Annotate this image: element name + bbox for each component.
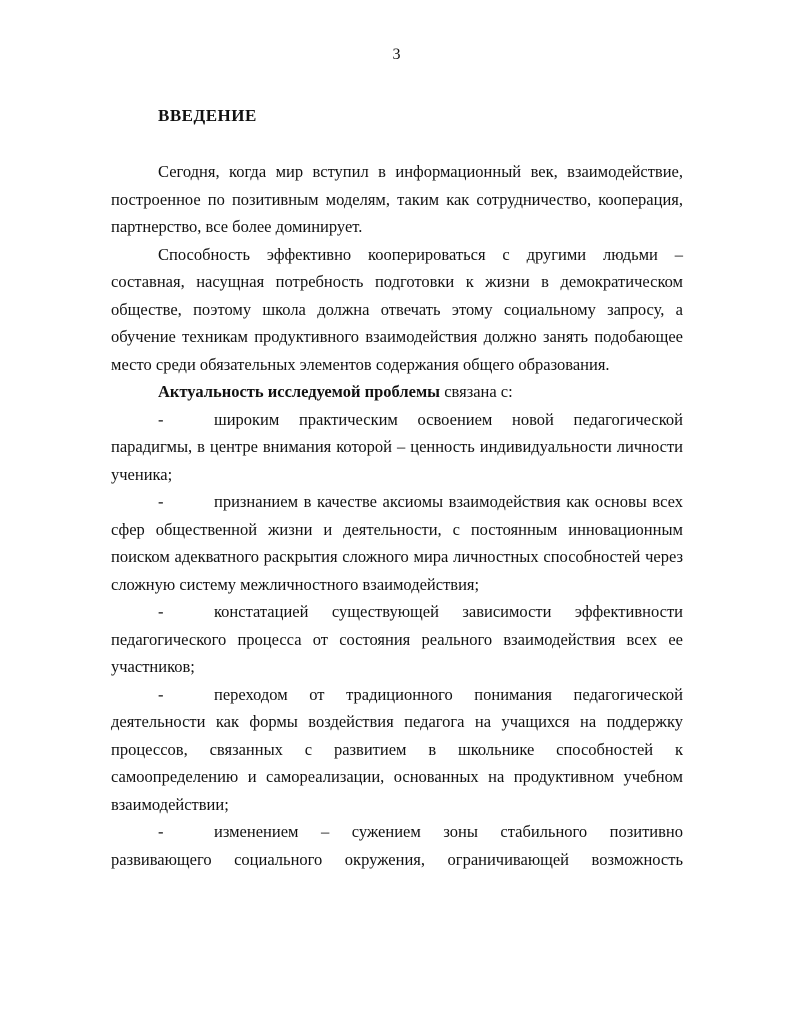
paragraph-intro: Сегодня, когда мир вступил в информационный век, взаимодействие, построенное по позитивным моделям, таким как сотрудничество, кооперация, партнерство, все более доминирует. (111, 162, 683, 236)
list-item (111, 406, 683, 489)
list-item-text: переходом от традиционного понимания педагогической деятельности как формы воздействия педагога на учащихся на поддержку процессов, связанных с развитием в школьнике способностей к самоопределению и самореализации, основанных на продуктивном учебном взаимодействии; (111, 684, 683, 814)
list-item (111, 488, 683, 598)
list-item-text: широким практическим освоением новой педагогической парадигмы, в центре внимания которой – ценность индивидуальности личности ученика; (111, 409, 683, 484)
list-dash: - (158, 492, 164, 511)
section-heading: ВВЕДЕНИЕ (158, 106, 257, 125)
relevance-label: Актуальность исследуемой проблемы (158, 382, 441, 401)
document-body (111, 158, 683, 873)
list-item (111, 681, 683, 819)
paragraph-relevance (111, 378, 683, 406)
paragraph-cooperation: Способность эффективно кооперироваться с другими людьми – составная, насущная потребность подготовки к жизни в демократическом обществе, поэтому школа должна отвечать этому социальному запросу, а обучение техникам продуктивного взаимодействия должно занять подобающее место среди обязательных элементов содержания общего образования. (111, 244, 683, 374)
list-item (111, 818, 683, 873)
list-dash: - (158, 684, 164, 704)
list-dash: - (158, 409, 164, 429)
list-dash: - (158, 822, 164, 841)
list-item (111, 598, 683, 681)
list-item-text: изменением – сужением зоны стабильного позитивно развивающего социального окружения, ограничивающей возможность (111, 822, 683, 869)
page-number: 3 (392, 46, 401, 63)
relevance-text: связана с: (440, 382, 513, 401)
list-item-text: констатацией существующей зависимости эффективности педагогического процесса от состояния реального взаимодействия всех ее участников; (111, 602, 683, 676)
list-item-text: признанием в качестве аксиомы взаимодействия как основы всех сфер общественной жизни и деятельности, с постоянным инновационным поиском адекватного раскрытия сложного мира личностных способностей через сложную систему межличностного взаимодействия; (111, 492, 683, 594)
list-dash: - (158, 602, 164, 621)
